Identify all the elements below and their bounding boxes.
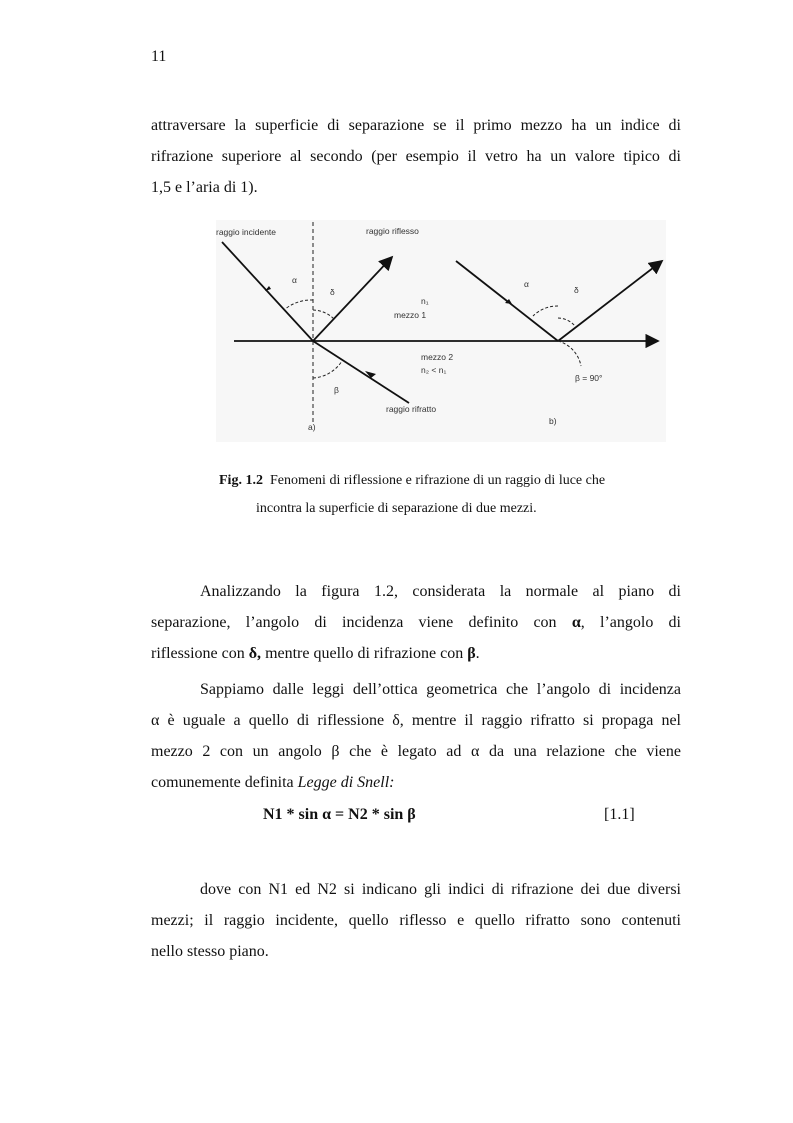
closing-line-1: dove con N1 ed N2 si indicano gli indici di rifrazione dei due diversi [200,881,681,898]
analysis-line-2 [151,607,681,638]
analysis-line-2-text: separazione, l’angolo di incidenza viene definito con [151,614,557,631]
beta-arc [313,361,342,378]
label-refracted-ray: raggio rifratto [386,404,437,414]
label-alpha-b: α [524,279,529,289]
analysis-line-3-c: . [475,645,480,662]
intro-line-1: attraversare la superficie di separazione se il primo mezzo ha un indice di [151,117,681,134]
analysis-line-3-a: riflessione con [151,645,245,662]
snell-line-4 [151,767,681,798]
snell-line-2: α è uguale a quello di riflessione δ, mentre il raggio rifratto si propaga nel [151,712,681,729]
snell-line-4-a: comunemente definita [151,774,294,791]
label-delta-b: δ [574,285,579,295]
analysis-paragraph [151,576,681,669]
snell-line-3: mezzo 2 con un angolo β che è legato ad α da una relazione che viene [151,743,681,760]
closing-line-2: mezzi; il raggio incidente, quello riflesso e quello rifratto sono contenuti [151,912,681,929]
delta-arc-b [558,318,575,326]
intro-line-2: rifrazione superiore al secondo (per esempio il vetro ha un valore tipico di [151,148,681,165]
alpha-symbol: α [571,614,581,631]
refracted-ray [313,341,409,403]
caption-label: Fig. 1.2 [219,473,263,488]
reflected-ray [313,257,392,341]
figure-caption [219,467,689,523]
figure-diagram [216,220,666,442]
incident-ray [222,242,313,341]
delta-symbol: δ, [248,645,262,662]
label-medium1-index: n₁ [421,296,429,306]
caption-line-2: incontra la superficie di separazione di due mezzi. [256,501,537,516]
equation-number: [1.1] [604,806,635,823]
label-medium2: mezzo 2 [421,352,454,362]
label-beta-b: β = 90° [575,373,603,383]
analysis-line-1: Analizzando la figura 1.2, considerata la normale al piano di [200,583,681,600]
alpha-arc-b [533,306,558,316]
beta-arc-b [558,341,581,366]
beta-symbol: β [467,645,476,662]
intro-paragraph [151,110,681,203]
alpha-arc [284,300,313,310]
label-beta: β [334,385,339,395]
intro-line-3: 1,5 e l’aria di 1). [151,179,258,196]
label-incident-ray: raggio incidente [216,227,277,237]
snell-equation: N1 * sin α = N2 * sin β [263,806,416,823]
label-alpha: α [292,275,297,285]
closing-line-3: nello stesso piano. [151,943,269,960]
label-panel-a: a) [308,422,316,432]
analysis-line-2-end: , l’angolo di [580,614,682,631]
analysis-line-3 [151,638,681,669]
label-delta: δ [330,287,335,297]
snell-paragraph [151,674,681,798]
snell-law-name: Legge di Snell: [297,774,395,791]
label-medium2-index: n₂ < n₁ [421,365,447,375]
reflection-refraction-figure [216,220,666,442]
analysis-line-3-b: mentre quello di rifrazione con [265,645,464,662]
refracted-arrowhead [365,371,376,378]
caption-line-1: Fenomeni di riflessione e rifrazione di un raggio di luce che [269,473,606,488]
page-number: 11 [151,48,167,65]
closing-paragraph [151,874,681,967]
reflected-ray-b [558,261,662,341]
label-panel-b: b) [549,416,557,426]
snell-line-1: Sappiamo dalle leggi dell’ottica geometrica che l’angolo di incidenza [200,681,681,698]
label-medium1: mezzo 1 [394,310,427,320]
label-reflected-ray: raggio riflesso [366,226,419,236]
delta-arc [313,310,334,319]
